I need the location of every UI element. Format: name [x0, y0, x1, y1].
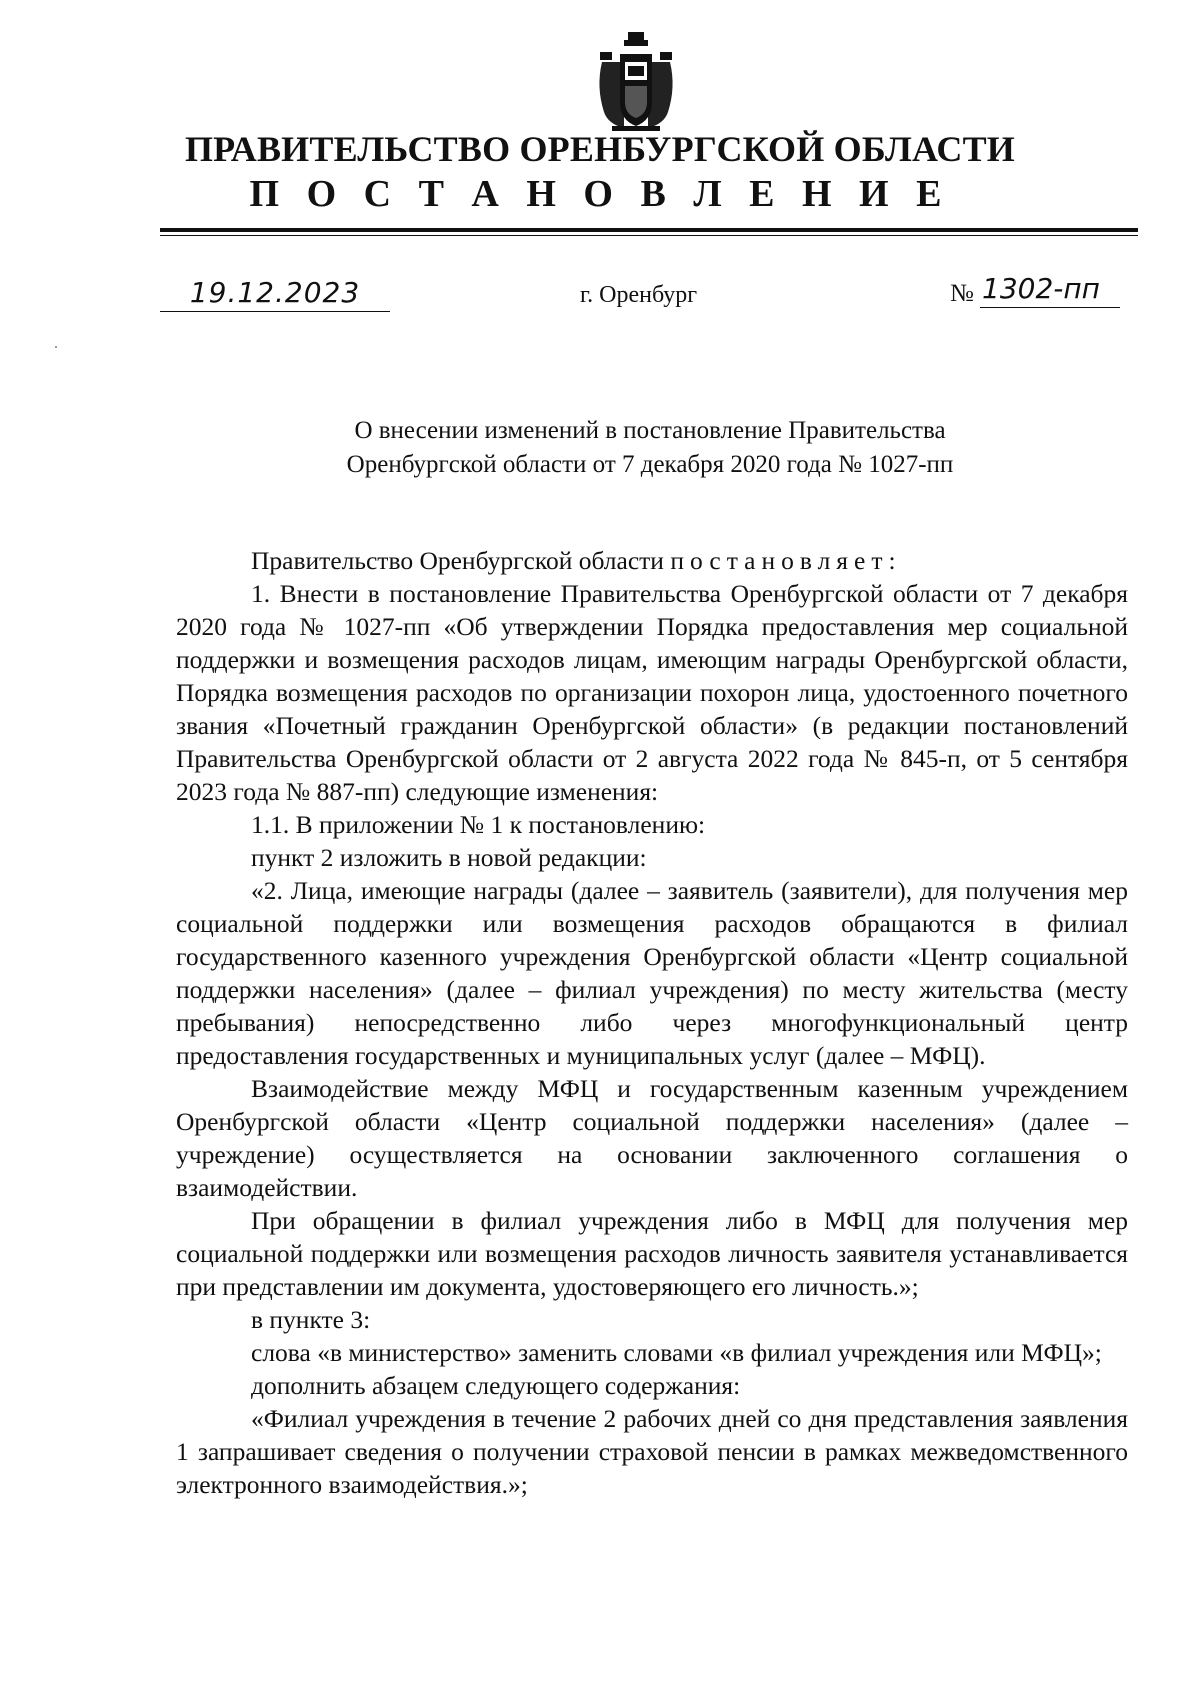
body-paragraph: пункт 2 изложить в новой редакции: — [251, 843, 647, 872]
organization-name: ПРАВИТЕЛЬСТВО ОРЕНБУРГСКОЙ ОБЛАСТИ — [184, 129, 1016, 169]
intro-decree-word: постановляет: — [670, 546, 902, 575]
body-paragraph: слова «в министерство» заменить словами «в филиал учреждения или МФЦ»; — [251, 1338, 1102, 1367]
scan-speck — [55, 346, 57, 348]
title-line-2: Оренбургской области от 7 декабря 2020 года № 1027-пп — [346, 451, 954, 478]
body-paragraph: Взаимодействие между МФЦ и государственным казенным учреждением Оренбургской области «Центр социальной поддержки населения» (далее – учреждение) осуществляется на основании заключенного соглашения о взаимодействии. — [176, 1074, 1128, 1202]
body-paragraph: «2. Лица, имеющие награды (далее – заявитель (заявители), для получения мер социальной поддержки или возмещения расходов обращаются в филиал государственного казенного учреждения Оренбургской области «Центр социальной поддержки населения» (далее – филиал учреждения) по месту жительства (месту пребывания) непосредственно либо через многофункциональный центр предоставления государственных и муниципальных услуг (далее – МФЦ). — [176, 876, 1128, 1070]
document-date: 19.12.2023 — [189, 276, 361, 309]
body-paragraph: в пункте 3: — [251, 1305, 371, 1334]
body-paragraph: 1.1. В приложении № 1 к постановлению: — [251, 810, 706, 839]
document-city: г. Оренбург — [580, 282, 698, 308]
document-title — [250, 414, 1050, 482]
coat-of-arms-icon — [594, 32, 678, 132]
intro-paragraph — [176, 544, 1128, 577]
body-paragraph: При обращении в филиал учреждения либо в МФЦ для получения мер социальной поддержки или возмещения расходов личность заявителя устанавливается при представлении им документа, удостоверяющего его личность.»; — [176, 1206, 1128, 1301]
document-body — [176, 544, 1128, 1501]
document-number: 1302-пп — [982, 272, 1100, 305]
body-paragraph: дополнить абзацем следующего содержания: — [251, 1371, 741, 1400]
intro-prefix: Правительство Оренбургской области — [251, 546, 664, 575]
body-paragraph: «Филиал учреждения в течение 2 рабочих дней со дня представления заявления 1 запрашивает сведения о получении страховой пенсии в рамках межведомственного электронного взаимодействия.»; — [176, 1404, 1128, 1499]
number-label: № — [950, 280, 974, 307]
title-line-1: О внесении изменений в постановление Правительства — [354, 417, 946, 444]
header-divider-thin — [160, 235, 1138, 236]
date-underline — [160, 311, 390, 312]
header-divider-thick — [160, 228, 1138, 232]
document-type: П О С Т А Н О В Л Е Н И Е — [249, 173, 951, 215]
body-paragraph: 1. Внести в постановление Правительства Оренбургской области от 7 декабря 2020 года № 1027-пп «Об утверждении Порядка предоставления мер социальной поддержки и возмещения расходов лицам, имеющим награды Оренбургской области, Порядка возмещения расходов по организации похорон лица, удостоенного почетного звания «Почетный гражданин Оренбургской области» (в редакции постановлений Правительства Оренбургской области от 2 августа 2022 года № 845-п, от 5 сентября 2023 года № 887-пп) следующие изменения: — [176, 579, 1128, 806]
number-underline — [980, 307, 1120, 308]
